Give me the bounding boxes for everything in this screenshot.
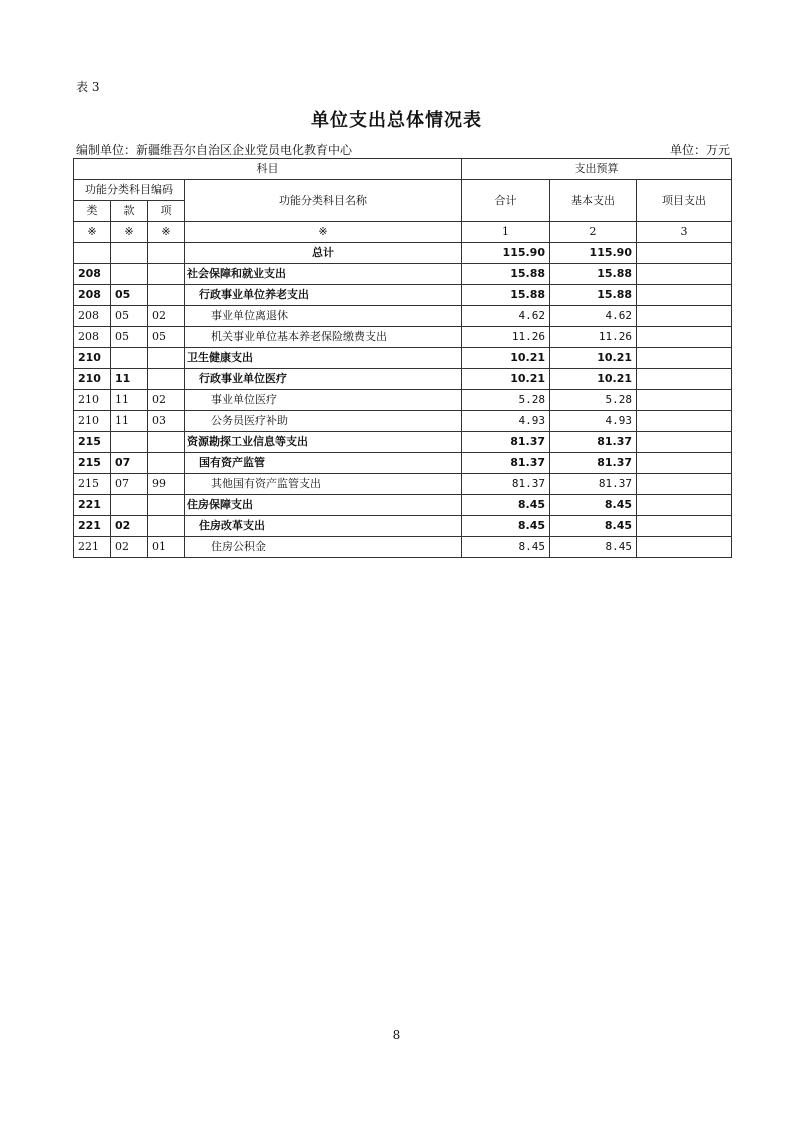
total-basic: 115.90	[550, 243, 637, 264]
header-budget: 支出预算	[462, 159, 732, 180]
table-row	[74, 348, 732, 369]
cell-lei: 221	[74, 516, 111, 537]
cell-kuan: 11	[111, 390, 148, 411]
cell-xiang	[148, 432, 185, 453]
cell-total: 4.62	[462, 306, 550, 327]
cell-kuan: 02	[111, 537, 148, 558]
total-row	[74, 243, 732, 264]
organization-label: 编制单位：新疆维吾尔自治区企业党员电化教育中心	[76, 143, 353, 157]
cell-project	[637, 411, 732, 432]
cell-project	[637, 495, 732, 516]
table-row	[74, 285, 732, 306]
cell-kuan	[111, 495, 148, 516]
cell-lei: 210	[74, 411, 111, 432]
table-row	[74, 411, 732, 432]
cell-project	[637, 327, 732, 348]
column-number-3: 3	[637, 222, 732, 243]
cell-name: 社会保障和就业支出	[185, 264, 462, 285]
cell-basic: 8.45	[550, 516, 637, 537]
header-lei: 类	[74, 201, 111, 222]
cell-name: 住房改革支出	[185, 516, 462, 537]
total-project	[637, 243, 732, 264]
cell-total: 81.37	[462, 432, 550, 453]
table-number-label: 表 3	[76, 80, 100, 94]
page-number: 8	[392, 1028, 401, 1042]
cell-total: 11.26	[462, 327, 550, 348]
cell-basic: 5.28	[550, 390, 637, 411]
cell-name: 住房保障支出	[185, 495, 462, 516]
cell-xiang: 02	[148, 306, 185, 327]
cell-kuan	[111, 264, 148, 285]
cell-basic: 81.37	[550, 453, 637, 474]
header-basic: 基本支出	[550, 180, 637, 222]
table-row	[74, 390, 732, 411]
cell-project	[637, 432, 732, 453]
cell-lei: 210	[74, 348, 111, 369]
total-label: 总计	[185, 243, 462, 264]
cell-xiang: 99	[148, 474, 185, 495]
cell-lei: 208	[74, 264, 111, 285]
cell-basic: 81.37	[550, 432, 637, 453]
cell-total: 4.93	[462, 411, 550, 432]
cell-total: 8.45	[462, 537, 550, 558]
cell-basic: 15.88	[550, 285, 637, 306]
cell-project	[637, 369, 732, 390]
mark-kuan: ※	[111, 222, 148, 243]
cell-project	[637, 264, 732, 285]
cell-lei: 215	[74, 453, 111, 474]
cell-xiang: 03	[148, 411, 185, 432]
cell-project	[637, 390, 732, 411]
table-row	[74, 495, 732, 516]
cell-xiang	[148, 453, 185, 474]
cell-name: 卫生健康支出	[185, 348, 462, 369]
cell-total: 10.21	[462, 369, 550, 390]
cell-total: 5.28	[462, 390, 550, 411]
cell-kuan: 11	[111, 411, 148, 432]
header-row-2	[74, 180, 732, 201]
header-xiang: 项	[148, 201, 185, 222]
mark-xiang: ※	[148, 222, 185, 243]
cell-project	[637, 348, 732, 369]
table-row	[74, 537, 732, 558]
cell-xiang	[148, 285, 185, 306]
column-number-2: 2	[550, 222, 637, 243]
cell-kuan: 11	[111, 369, 148, 390]
cell-name: 行政事业单位养老支出	[185, 285, 462, 306]
cell-lei: 210	[74, 369, 111, 390]
cell-basic: 10.21	[550, 348, 637, 369]
cell-basic: 10.21	[550, 369, 637, 390]
cell-basic: 4.62	[550, 306, 637, 327]
cell-project	[637, 285, 732, 306]
cell-name: 机关事业单位基本养老保险缴费支出	[185, 327, 462, 348]
table-row	[74, 474, 732, 495]
table-row	[74, 453, 732, 474]
cell-basic: 81.37	[550, 474, 637, 495]
cell-total: 81.37	[462, 453, 550, 474]
cell-total: 8.45	[462, 516, 550, 537]
column-number-1: 1	[462, 222, 550, 243]
cell-project	[637, 306, 732, 327]
header-row-4	[74, 222, 732, 243]
cell-name: 事业单位医疗	[185, 390, 462, 411]
expenditure-table	[73, 158, 732, 558]
header-kuan: 款	[111, 201, 148, 222]
cell-kuan	[111, 348, 148, 369]
unit-label: 单位：万元	[669, 143, 730, 157]
cell-lei: 208	[74, 306, 111, 327]
cell-name: 公务员医疗补助	[185, 411, 462, 432]
cell-basic: 11.26	[550, 327, 637, 348]
cell-name: 其他国有资产监管支出	[185, 474, 462, 495]
cell-project	[637, 474, 732, 495]
cell-project	[637, 516, 732, 537]
cell-kuan: 02	[111, 516, 148, 537]
cell-xiang	[148, 348, 185, 369]
cell-project	[637, 537, 732, 558]
header-code-group: 功能分类科目编码	[74, 180, 185, 201]
cell-basic: 8.45	[550, 537, 637, 558]
cell-name: 住房公积金	[185, 537, 462, 558]
mark-name: ※	[185, 222, 462, 243]
cell-name: 国有资产监管	[185, 453, 462, 474]
header-project: 项目支出	[637, 180, 732, 222]
cell-kuan: 07	[111, 453, 148, 474]
cell-basic: 4.93	[550, 411, 637, 432]
cell-total: 10.21	[462, 348, 550, 369]
cell-lei: 221	[74, 495, 111, 516]
cell-name: 行政事业单位医疗	[185, 369, 462, 390]
cell-total: 81.37	[462, 474, 550, 495]
table-row	[74, 306, 732, 327]
cell-xiang: 01	[148, 537, 185, 558]
cell-kuan: 05	[111, 327, 148, 348]
cell-basic: 8.45	[550, 495, 637, 516]
cell-xiang: 05	[148, 327, 185, 348]
cell-xiang: 02	[148, 390, 185, 411]
cell-lei: 215	[74, 432, 111, 453]
cell-kuan: 05	[111, 306, 148, 327]
header-total: 合计	[462, 180, 550, 222]
total-amount: 115.90	[462, 243, 550, 264]
mark-lei: ※	[74, 222, 111, 243]
table-row	[74, 516, 732, 537]
cell-kuan: 05	[111, 285, 148, 306]
header-row-1	[74, 159, 732, 180]
cell-lei: 215	[74, 474, 111, 495]
table-row	[74, 327, 732, 348]
cell-kuan	[111, 432, 148, 453]
cell-lei: 208	[74, 327, 111, 348]
cell-name: 资源勘探工业信息等支出	[185, 432, 462, 453]
cell-xiang	[148, 495, 185, 516]
cell-name: 事业单位离退休	[185, 306, 462, 327]
table-row	[74, 432, 732, 453]
cell-project	[637, 453, 732, 474]
cell-lei: 210	[74, 390, 111, 411]
cell-lei: 208	[74, 285, 111, 306]
table-row	[74, 369, 732, 390]
page-title: 单位支出总体情况表	[311, 110, 482, 131]
cell-xiang	[148, 264, 185, 285]
cell-total: 15.88	[462, 264, 550, 285]
cell-xiang	[148, 516, 185, 537]
header-subject: 科目	[74, 159, 462, 180]
cell-basic: 15.88	[550, 264, 637, 285]
cell-total: 15.88	[462, 285, 550, 306]
cell-total: 8.45	[462, 495, 550, 516]
cell-xiang	[148, 369, 185, 390]
cell-lei: 221	[74, 537, 111, 558]
header-name: 功能分类科目名称	[185, 180, 462, 222]
table-row	[74, 264, 732, 285]
cell-kuan: 07	[111, 474, 148, 495]
